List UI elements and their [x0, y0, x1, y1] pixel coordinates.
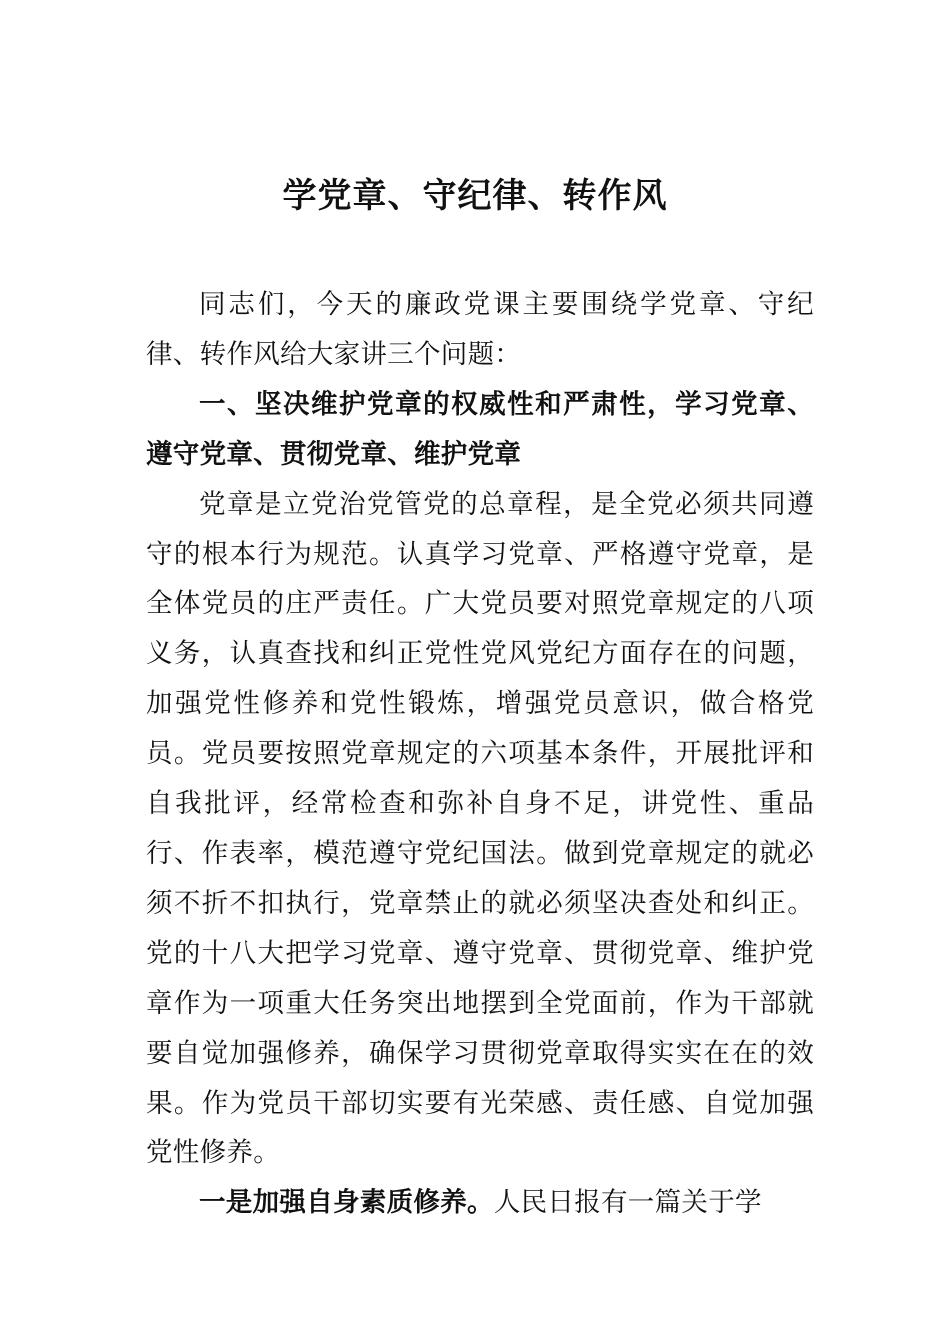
document-title: 学党章、守纪律、转作风: [282, 176, 668, 216]
intro-paragraph: 同志们，今天的廉政党课主要围绕学党章、守纪律、转作风给大家讲三个问题：: [146, 289, 814, 370]
point-1-paragraph: [146, 1178, 814, 1228]
document-body: [146, 280, 814, 1228]
point-1-text: 人民日报有一篇关于学: [493, 1187, 762, 1219]
section-heading-1: 一、坚决维护党章的权威性和严肃性，学习党章、遵守党章、贯彻党章、维护党章: [146, 388, 814, 470]
section-1-paragraph: 党章是立党治党管党的总章程，是全党必须共同遵守的根本行为规范。认真学习党章、严格遵守党章，是全体党员的庄严责任。广大党员要对照党章规定的八项义务，认真查找和纠正党性党风党纪方面存在的问题，加强党性修养和党性锻炼，增强党员意识，做合格党员。党员要按照党章规定的六项基本条件，开展批评和自我批评，经常检查和弥补自身不足，讲党性、重品行、作表率，模范遵守党纪国法。做到党章规定的就必须不折不扣执行，党章禁止的就必须坚决查处和纠正。党的十八大把学习党章、遵守党章、贯彻党章、维护党章作为一项重大任务突出地摆到全党面前，作为干部就要自觉加强修养，确保学习贯彻党章取得实实在在的效果。作为党员干部切实要有光荣感、责任感、自觉加强党性修养。: [146, 488, 814, 1169]
point-1-lead: 一是加强自身素质修养。: [199, 1187, 494, 1219]
